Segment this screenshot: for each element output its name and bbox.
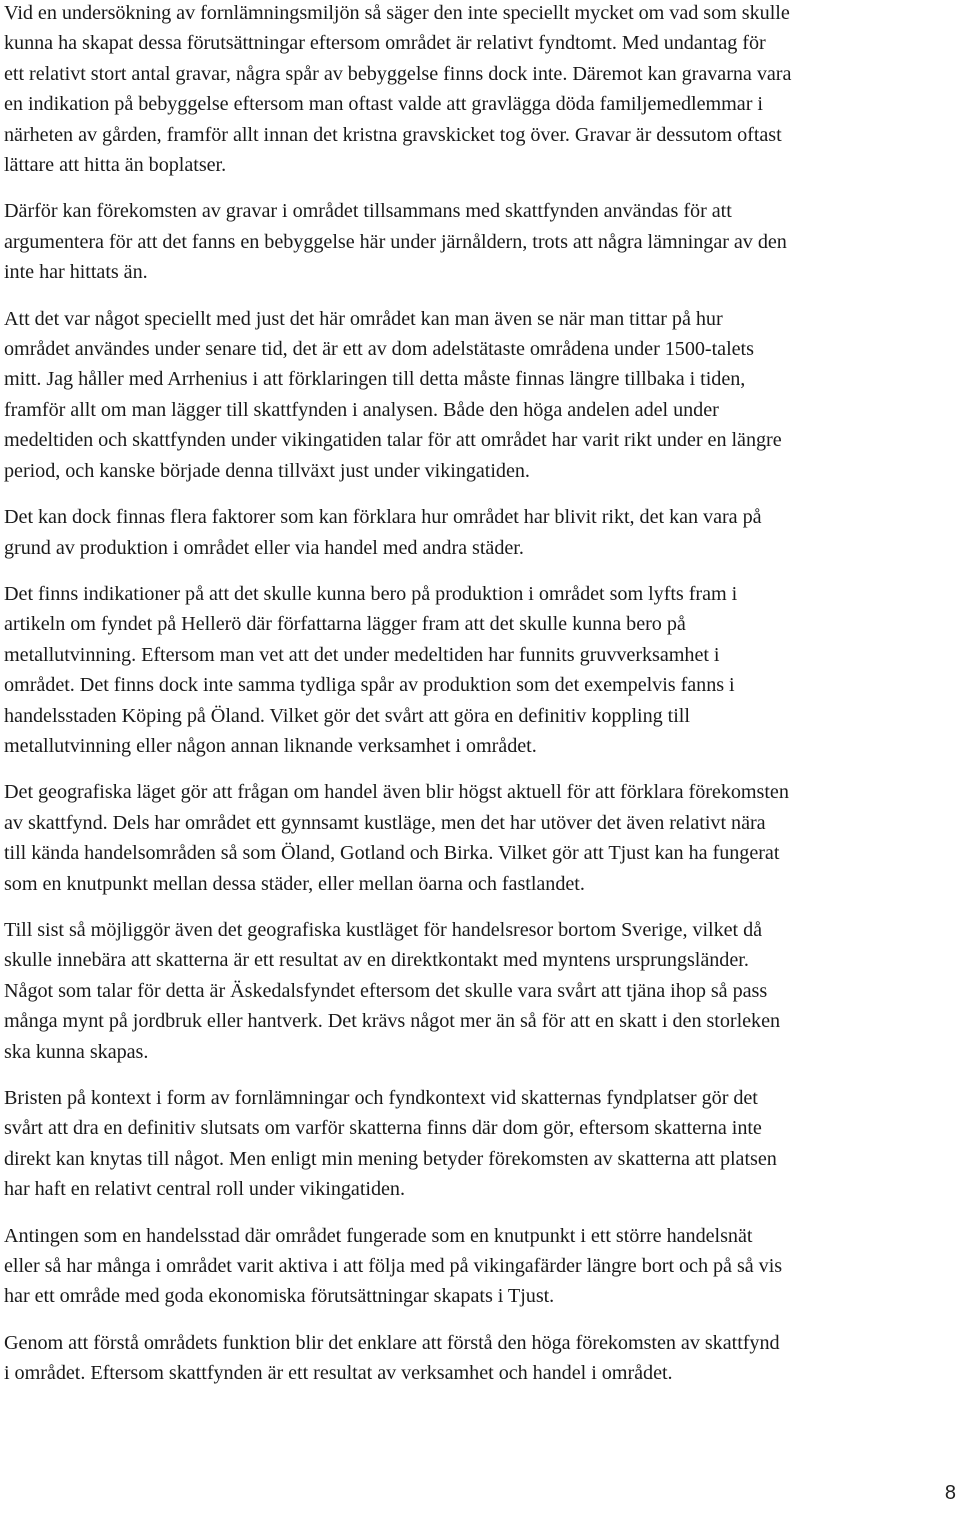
paragraph-7: Till sist så möjliggör även det geografiska kustläget för handelsresor bortom Sverige, vilket då skulle innebära att skatterna är ett resultat av en direktkontakt med myntens ursprungsländer. Något som talar för detta är Äskedalsfyndet eftersom det skulle vara svårt att tjäna ihop så pass många mynt på jordbruk eller hantverk. Det krävs något mer än så för att en skatt i den storleken ska kunna skapas. [4,918,781,1063]
paragraph-1: Vid en undersökning av fornlämningsmiljön så säger den inte speciellt mycket om vad som skulle kunna ha skapat dessa förutsättningar eftersom området är relativt fyndtomt. Med undantag för ett relativt stort antal gravar, några spår av bebyggelse finns dock inte. Däremot kan gravarna vara en indikation på bebyggelse eftersom man oftast valde att gravlägga döda familjemedlemmar i närheten av gården, framför allt innan det kristna gravskicket tog över. Gravar är dessutom oftast lättare att hitta än boplatser. [4,2,792,177]
paragraph-9: Antingen som en handelsstad där området fungerade som en knutpunkt i ett större handelsnät eller så har många i området varit aktiva i att följa med på vikingafärder längre bort och på så vis har ett område med goda ekonomiska förutsättningar skapats i Tjust. [4,1224,783,1308]
page-number: 8 [944,1482,956,1504]
paragraph-3: Att det var något speciellt med just det här området kan man även se när man tittar på hur området användes under senare tid, det är ett av dom adelstätaste områdena under 1500-talets mitt. Jag håller med Arrhenius i att förklaringen till detta måste finnas längre tillbaka i tiden, framför allt om man lägger till skattfynden i analysen. Både den höga andelen adel under medeltiden och skattfynden under vikingatiden talar för att området har varit rikt under en längre period, och kanske började denna tillväxt just under vikingatiden. [4,307,782,482]
paragraph-2: Därför kan förekomsten av gravar i området tillsammans med skattfynden användas för att argumentera för att det fanns en bebyggelse här under järnåldern, trots att några lämningar av den inte har hittats än. [4,200,787,284]
paragraph-5: Det finns indikationer på att det skulle kunna bero på produktion i området som lyfts fram i artikeln om fyndet på Hellerö där författarna lägger fram att det skulle kunna bero på metallutvinning. Eftersom man vet att det under medeltiden har funnits gruvverksamhet i området. Det finns dock inte samma tydliga spår av produktion som det exempelvis fanns i handelsstaden Köping på Öland. Vilket gör det svårt att göra en definitiv koppling till metallutvinning eller någon annan liknande verksamhet i området. [4,582,738,757]
paragraph-4: Det kan dock finnas flera faktorer som kan förklara hur området har blivit rikt, det kan vara på grund av produktion i området eller via handel med andra städer. [4,506,762,559]
paragraph-10: Genom att förstå områdets funktion blir det enklare att förstå den höga förekomsten av skattfynd i området. Eftersom skattfynden är ett resultat av verksamhet och handel i området. [4,1331,780,1385]
paragraph-8: Bristen på kontext i form av fornlämningar och fyndkontext vid skatternas fyndplatser gör det svårt att dra en definitiv slutsats om varför skatterna finns där dom gör, eftersom skatterna inte direkt kan knytas till något. Men enligt min mening betyder förekomsten av skatterna att platsen har haft en relativt central roll under vikingatiden. [4,1087,777,1201]
paragraph-6: Det geografiska läget gör att frågan om handel även blir högst aktuell för att förklara förekomsten av skattfynd. Dels har området ett gynnsamt kustläge, men det har utöver det även relativt nära till kända handelsområden så som Öland, Gotland och Birka. Vilket gör att Tjust kan ha fungerat som en knutpunkt mellan dessa städer, eller mellan öarna och fastlandet. [4,781,789,895]
document-page [4,0,959,1405]
